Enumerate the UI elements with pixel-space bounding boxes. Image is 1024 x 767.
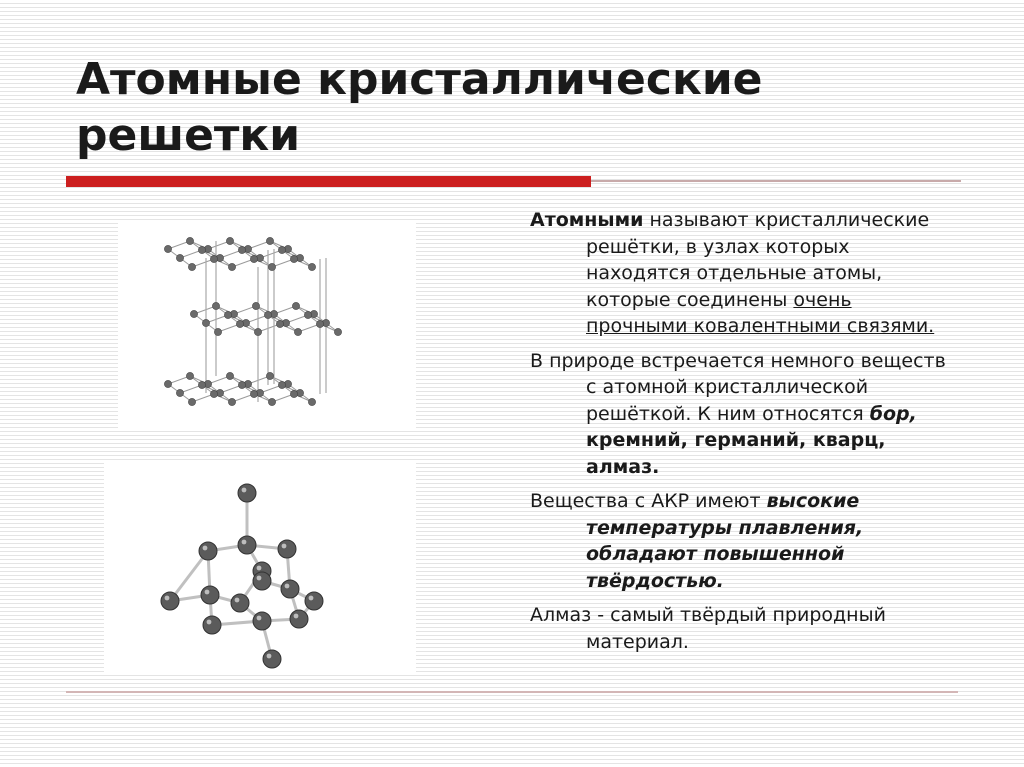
atom [190, 310, 197, 317]
atom [198, 381, 205, 388]
atom-highlight [309, 596, 314, 601]
atom-highlight [207, 620, 212, 625]
atom [276, 320, 283, 327]
slide-title-line-1: Атомные кристаллические [76, 54, 763, 105]
atom [290, 255, 297, 262]
atom [176, 254, 183, 261]
diamond-atom [253, 612, 271, 630]
atom-highlight [165, 596, 170, 601]
atom [250, 255, 257, 262]
atom [250, 390, 257, 397]
atom [316, 320, 323, 327]
atom-highlight [205, 590, 210, 595]
atom [290, 390, 297, 397]
atom [214, 328, 221, 335]
atom [278, 246, 285, 253]
example-boron: бор, [869, 402, 917, 425]
diamond-atom [238, 484, 256, 502]
atom [266, 372, 273, 379]
atom [252, 302, 259, 309]
atom-highlight [235, 598, 240, 603]
properties-text: Вещества с АКР имеют [530, 490, 767, 512]
atom [202, 319, 209, 326]
paragraph-definition [530, 207, 950, 340]
description-text [530, 207, 950, 663]
atom-highlight [294, 614, 299, 619]
atom-highlight [257, 576, 262, 581]
atom [186, 372, 193, 379]
atom [264, 311, 271, 318]
atom-highlight [285, 584, 290, 589]
examples-list: кремний, германий, кварц, алмаз. [586, 429, 886, 478]
diamond-atom [203, 616, 221, 634]
definition-text: называют кристаллические решётки, в узлах которых находятся отдельные атомы, которые соединены [586, 209, 930, 311]
atom [226, 237, 233, 244]
strong-covalent-bonds: очень прочными ковалентными связями. [586, 288, 935, 337]
diamond-atom [278, 540, 296, 558]
atom [176, 389, 183, 396]
slide-title-line-2: решетки [76, 110, 301, 161]
atom [186, 237, 193, 244]
diamond-lattice-image [104, 463, 416, 675]
atom [188, 398, 195, 405]
atom [254, 328, 261, 335]
graphite-lattice-image [118, 220, 416, 428]
properties-highlight: высокие температуры плавления, обладают повышенной твёрдостью. [586, 490, 864, 592]
term-atomic: Атомными [530, 209, 644, 231]
atom [304, 311, 311, 318]
atom [238, 381, 245, 388]
atom [308, 263, 315, 270]
footer-divider-line [66, 691, 958, 693]
examples-text: В природе встречается немного веществ с атомной кристаллической решёткой. К ним относятся [530, 349, 946, 425]
atom [164, 245, 171, 252]
diamond-atom [253, 572, 271, 590]
atom [226, 372, 233, 379]
atom-highlight [257, 566, 262, 571]
atom [210, 390, 217, 397]
diamond-atom [199, 542, 217, 560]
diamond-atom [161, 592, 179, 610]
diamond-atom [263, 650, 281, 668]
diamond-structure-icon [104, 463, 416, 675]
atom-highlight [242, 540, 247, 545]
atom [308, 398, 315, 405]
atom [228, 398, 235, 405]
paragraph-examples [530, 348, 950, 481]
diamond-atom [305, 592, 323, 610]
atom [268, 398, 275, 405]
diamond-text: Алмаз - самый твёрдый природный материал. [530, 604, 886, 653]
atom [266, 237, 273, 244]
atom-highlight [203, 546, 208, 551]
atom [236, 320, 243, 327]
diamond-atom [281, 580, 299, 598]
atom-highlight [257, 616, 262, 621]
paragraph-diamond [530, 602, 950, 655]
title-accent-bar [66, 176, 591, 187]
title-divider-line [591, 180, 961, 182]
atom [292, 302, 299, 309]
atom-highlight [242, 488, 247, 493]
graphite-structure-icon [118, 220, 416, 428]
atom-highlight [282, 544, 287, 549]
atom [224, 311, 231, 318]
slide-title [76, 52, 936, 164]
atom [210, 255, 217, 262]
atom [334, 328, 341, 335]
diamond-atom [201, 586, 219, 604]
atom [294, 328, 301, 335]
atom [238, 246, 245, 253]
diamond-atom [231, 594, 249, 612]
atom [228, 263, 235, 270]
paragraph-properties [530, 488, 950, 594]
atom [268, 263, 275, 270]
atom [278, 381, 285, 388]
diamond-atom [290, 610, 308, 628]
atom [188, 263, 195, 270]
atom-highlight [267, 654, 272, 659]
atom [164, 380, 171, 387]
atom [212, 302, 219, 309]
atom [198, 246, 205, 253]
diamond-atom [238, 536, 256, 554]
